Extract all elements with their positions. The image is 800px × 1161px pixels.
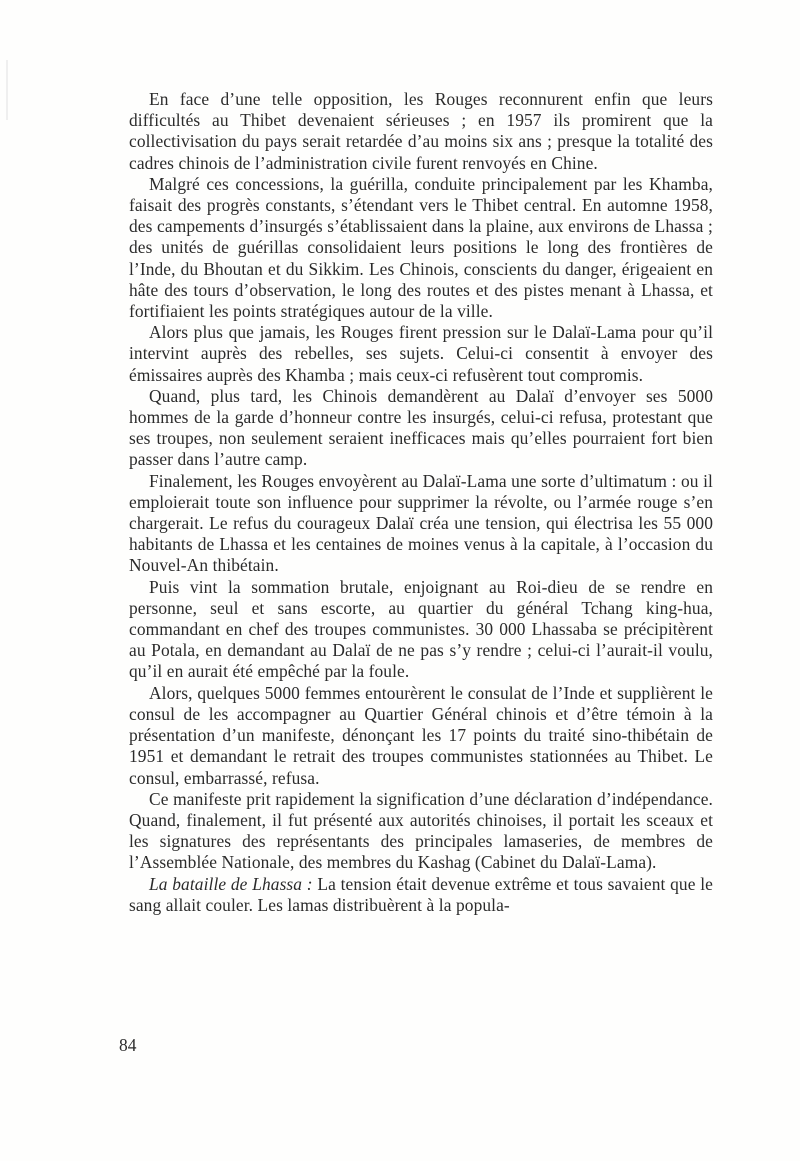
paragraph-6: Puis vint la sommation brutale, enjoignant au Roi-dieu de se rendre en personne, seul et sans escorte, au quartier du général Tchang king-hua, commandant en chef des troupes communistes. 30 000 Lhassaba se précipitèrent au Potala, en demandant au Dalaï de ne pas s’y rendre ; celui-ci l’aurait-il voulu, qu’il en aurait été empêché par la foule. (129, 576, 713, 682)
page-number: 84 (119, 1035, 137, 1055)
paragraph-8: Ce manifeste prit rapidement la signification d’une déclaration d’indépendance. Quand, finalement, il fut présenté aux autorités chinoises, il portait les sceaux et les signatures des représentants des principales lamaseries, de membres de l’Assemblée Nationale, des membres du Kashag (Cabinet du Dalaï-Lama). (129, 788, 713, 873)
paragraph-3: Alors plus que jamais, les Rouges firent pression sur le Dalaï-Lama pour qu’il intervint auprès des rebelles, ses sujets. Celui-ci consentit à envoyer des émissaires auprès des Khamba ; mais ceux-ci refusèrent tout compromis. (129, 322, 713, 385)
paragraph-5: Finalement, les Rouges envoyèrent au Dalaï-Lama une sorte d’ultimatum : ou il emploierait toute son influence pour supprimer la révolte, ou l’armée rouge s’en chargerait. Le refus du courageux Dalaï créa une tension, qui électrisa les 55 000 habitants de Lhassa et les centaines de moines venus à la capitale, à l’occasion du Nouvel-An thibétain. (129, 470, 713, 576)
paragraph-2: Malgré ces concessions, la guérilla, conduite principalement par les Khamba, faisait des progrès constants, s’étendant vers le Thibet central. En automne 1958, des campements d’insurgés s’établissaient dans la plaine, aux environs de Lhassa ; des unités de guérillas consolidaient leurs positions le long des frontières de l’Inde, du Bhoutan et du Sikkim. Les Chinois, conscients du danger, érigeaient en hâte des tours d’observation, le long des routes et des pistes menant à Lhassa, et fortifiaient les points stratégiques autour de la ville. (129, 173, 713, 322)
paragraph-9-text: La tension était devenue extrême et tous savaient que le sang allait couler. Les lamas distribuèrent à la popula- (129, 873, 713, 915)
paragraph-1: En face d’une telle opposition, les Rouges reconnurent enfin que leurs difficultés au Thibet devenaient sérieuses ; en 1957 ils promirent que la collectivisation du pays serait retardée d’au moins six ans ; presque la totalité des cadres chinois de l’administration civile furent renvoyés en Chine. (129, 89, 713, 173)
paragraph-7: Alors, quelques 5000 femmes entourèrent le consulat de l’Inde et supplièrent le consul de les accompagner au Quartier Général chinois et d’être témoin à la présentation d’un manifeste, dénonçant les 17 points du traité sino-thibétain de 1951 et demandant le retrait des troupes communistes stationnées au Thibet. Le consul, embarrassé, refusa. (129, 682, 713, 788)
paragraph-4: Quand, plus tard, les Chinois demandèrent au Dalaï d’envoyer ses 5000 hommes de la garde d’honneur contre les insurgés, celui-ci refusa, protestant que ses troupes, non seulement seraient inefficaces mais qu’elles pourraient fort bien passer dans l’autre camp. (129, 385, 713, 470)
body-text (129, 89, 713, 916)
section-lead-heading: La bataille de Lhassa : (149, 873, 313, 894)
page-edge-shadow (6, 60, 8, 120)
paragraph-9 (129, 874, 713, 916)
